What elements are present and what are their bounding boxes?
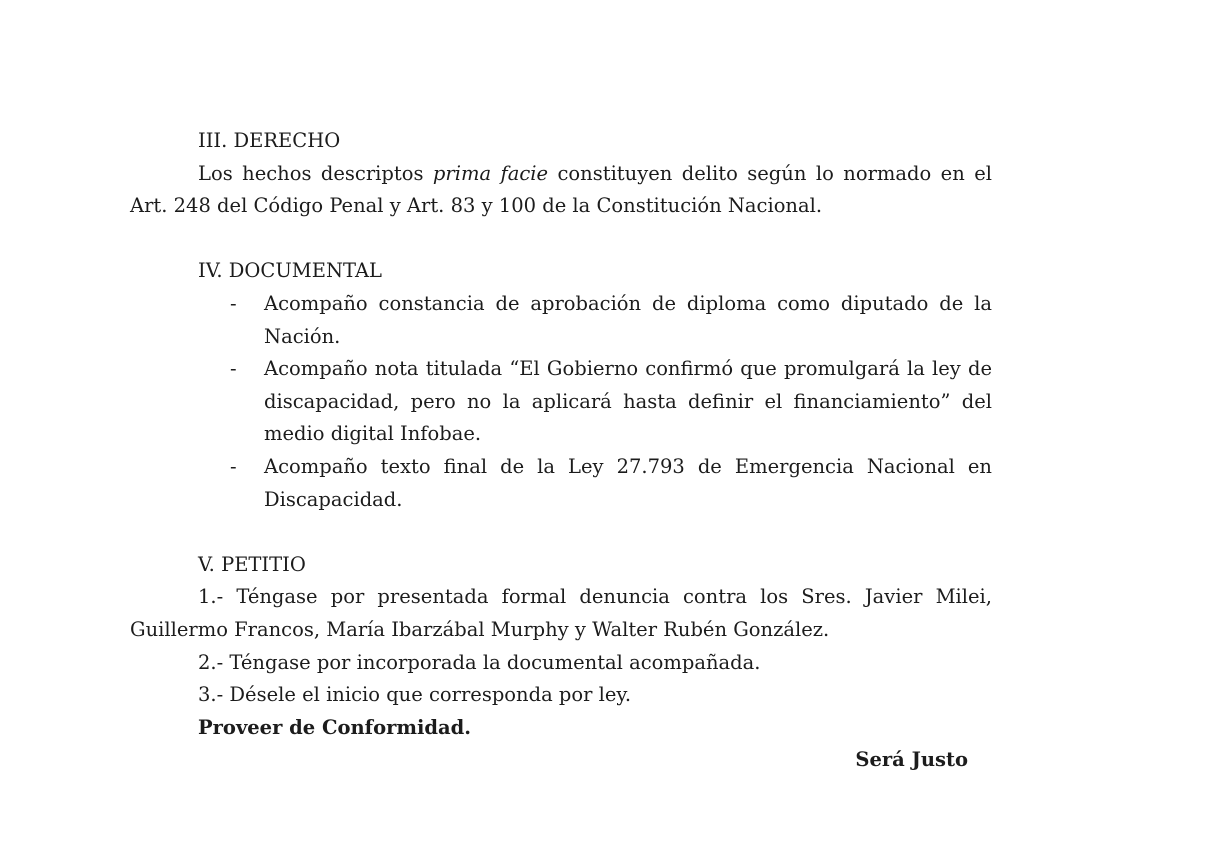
list-item-text: Acompaño texto final de la Ley 27.793 de Emergencia Nacional en Discapacidad. (264, 454, 992, 511)
derecho-text-after: constituyen delito según lo normado en el Art. 248 del Código Penal y Art. 83 y 100 de la Constitución Nacional. (130, 161, 992, 218)
list-bullet: - (230, 291, 237, 315)
petitio-item-1: 1.- Téngase por presentada formal denuncia contra los Sres. Javier Milei, Guillermo Francos, María Ibarzábal Murphy y Walter Rubén González. (130, 585, 992, 641)
section-heading-petitio: V. PETITIO (198, 552, 306, 576)
petitio-item-3: 3.- Désele el inicio que corresponda por ley. (198, 683, 632, 707)
petitio-item-2: 2.- Téngase por incorporada la documental acompañada. (198, 650, 761, 674)
closing-line: Proveer de Conformidad. (198, 715, 472, 739)
list-bullet: - (230, 454, 237, 478)
spacer (130, 223, 992, 256)
section-documental (130, 255, 992, 516)
list-item (230, 288, 992, 353)
derecho-paragraph (130, 158, 992, 223)
list-bullet: - (230, 357, 237, 381)
derecho-text-before: Los hechos descriptos (198, 161, 433, 185)
list-item-text: Acompaño constancia de aprobación de diploma como diputado de la Nación. (264, 291, 992, 348)
section-heading-documental: IV. DOCUMENTAL (198, 259, 382, 283)
section-derecho (130, 125, 992, 223)
document-body (130, 125, 992, 772)
derecho-text-italic: prima facie (432, 161, 549, 185)
signoff: Será Justo (855, 748, 968, 772)
list-item (230, 451, 992, 516)
section-petitio (130, 549, 992, 772)
spacer (130, 516, 992, 549)
list-item-text: Acompaño nota titulada “El Gobierno confirmó que promulgará la ley de discapacidad, pero no la aplicará hasta definir el financiamiento” del medio digital Infobae. (264, 357, 992, 446)
documental-list (130, 288, 992, 516)
section-heading-derecho: III. DERECHO (198, 129, 341, 152)
list-item (230, 353, 992, 451)
